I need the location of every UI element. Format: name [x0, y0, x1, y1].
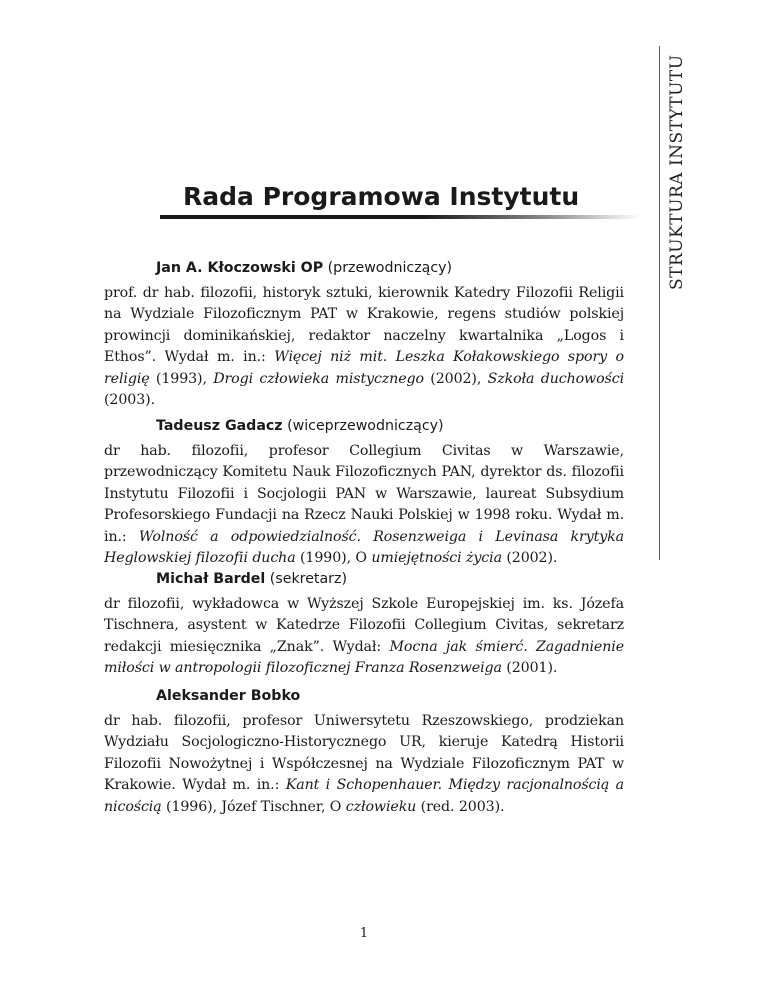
bio-text: dr hab. filozofii, profesor Collegium Civitas w Warszawie, przewodniczący Komitetu Nauk Filozoficznych PAN, dyrektor ds. filozofii Instytutu Filozofii i Socjologii PAN w Warszawie, laureat Subsydium Profesorskiego Fundacji na Rzecz Nauki Polskiej w 1998 roku. Wydał m. in.: — [104, 443, 624, 545]
bio-text: (1993), — [149, 370, 214, 387]
work-title: Mocna jak śmierć. Zagadnienie miłości w antropologii filozoficznej Franza Rosenzweiga — [104, 638, 624, 677]
member-name: Michał Bardel — [156, 571, 266, 587]
work-title: człowieku — [345, 798, 417, 815]
bio-text: (red. 2003). — [416, 798, 505, 815]
page-number: 1 — [359, 926, 369, 941]
bio-text: (2003). — [104, 392, 155, 409]
member-entry-bobko — [104, 686, 624, 818]
member-entry-kloczowski — [104, 258, 624, 411]
work-title: Drogi człowieka mistycznego — [213, 370, 424, 387]
member-bio — [104, 711, 624, 818]
side-divider-line — [659, 46, 660, 560]
member-role: (sekretarz) — [265, 571, 347, 587]
member-heading — [156, 686, 624, 707]
title-underline — [160, 215, 640, 219]
member-heading — [156, 569, 624, 590]
section-side-label: STRUKTURA INSTYTUTU — [667, 54, 687, 290]
member-entry-bardel — [104, 569, 624, 680]
member-bio — [104, 441, 624, 569]
bio-text: prof. dr hab. filozofii, historyk sztuki, kierownik Katedry Filozofii Religii na Wydziale Filozoficznym PAT w Krakowie, regens studiów polskiej prowincji dominikańskiej, redaktor naczelny kwartalnika „Logos i Ethos”. Wydał m. in.: — [104, 285, 624, 366]
member-entry-gadacz — [104, 416, 624, 569]
work-title: Więcej niż mit. Leszka Kołakowskiego spory o religię — [104, 349, 624, 387]
member-bio — [104, 594, 624, 680]
bio-text: (1996), Józef Tischner, O — [161, 798, 346, 815]
work-title: Wolność a odpowiedzialność. Rosenzweiga i Levinasa krytyka Heglowskiej filozofii ducha — [104, 528, 624, 567]
member-role: (wiceprzewodniczący) — [282, 418, 444, 434]
page-title: Rada Programowa Instytutu — [183, 182, 580, 211]
member-bio — [104, 283, 624, 411]
work-title: Kant i Schopenhauer. Między racjonalnością a nicością — [104, 777, 624, 815]
bio-text: (2002), — [423, 370, 488, 387]
member-heading — [156, 416, 624, 437]
bio-text: (2002). — [501, 550, 558, 567]
work-title: umiejętności życia — [371, 550, 502, 567]
member-name: Tadeusz Gadacz — [156, 418, 283, 434]
bio-text: (2001). — [501, 660, 558, 677]
member-heading — [156, 258, 624, 279]
member-role: (przewodniczący) — [323, 260, 453, 276]
work-title: Szkoła duchowości — [487, 370, 625, 387]
bio-text: dr filozofii, wykładowca w Wyższej Szkole Europejskiej im. ks. Józefa Tischnera, asystent w Katedrze Filozofii Collegium Civitas, sekretarz redakcji miesięcznika „Znak”. Wydał: — [104, 596, 624, 655]
member-name: Aleksander Bobko — [156, 688, 301, 704]
member-name: Jan A. Kłoczowski OP — [156, 260, 324, 276]
bio-text: dr hab. filozofii, profesor Uniwersytetu Rzeszowskiego, prodziekan Wydziału Socjologiczno-Historycznego UR, kieruje Katedrą Historii Filozofii Nowożytnej i Współczesnej na Wydziale Filozoficznym PAT w Krakowie. Wydał m. in.: — [104, 713, 624, 794]
bio-text: (1990), O — [295, 550, 372, 567]
